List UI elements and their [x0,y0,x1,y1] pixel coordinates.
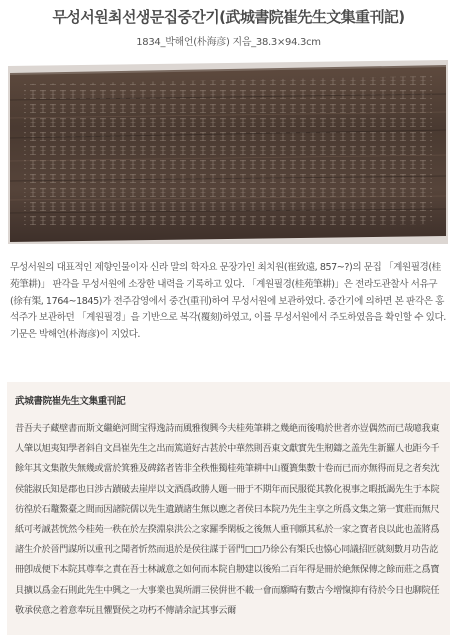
description-paragraph: 무성서원의 대표적인 제향인물이자 신라 말의 학자요 문장가인 최치원(崔致遠, 857~?)의 문집 「계원필경(桂苑筆耕)」 판각을 무성서원에 소장한 내력을 기록하고 있다. 「계원필경(桂苑筆耕)」은 전라도관찰사 서유구(徐有榘, 1764~1845)가 전주감영에서 중간(重刊)하여 무성서원에 보관하였다. 중간기에 의하면 본 판각은 홍석주가 보관하던 「계원필경」을 기반으로 복각(覆刻)하였고, 이를 무성서원에서 주도하였음을 확인할 수 있다. 기문은 박해언(朴海彦)이 지었다. [10,262,446,341]
engraved-wooden-plaque-image [8,60,448,244]
page-title: 무성서원최선생문집중간기(武城書院崔先生文集重刊記) [52,8,405,26]
original-text-body: 昔吾夫子藏壁書而斯文繼絶河間宝得逸詩而風雅復興今夫桂苑筆耕之幾絶而後鳴於世者亦豈偶然而已哉噫我東人肇以旭夷知學者斜自文昌崔先生之出而篤道好古甚於中華然則吾東文獻實先生剏鑄之盖先生新羅人也距今千餘年其文集散失無幾或當於箕雅及碑銘者皆非全秩惟獨桂苑筆耕中山覆簣集數十卷而已而亦無得而見之者矣沈侯能淑氏知是郡也日涉古蹟破去崖岸以文酒爲政勝人題一冊于不期年而民服從其教化視事之暇抵謁先生于本院彷徨於石鼇鰲臺之間而因諸院儒以先生遺蹟諸生無以應之者侯曰本院乃先生主享之所爲文集之第一實莊而無尺紙可考誠甚恍然今桂苑一秩在於左揆淵泉洪公之家羅季閑板之後無人重刊願其私於一家之寶者良以此也盖將爲諸生介於晉門謀所以重刊之聞者忻然而退於是侯往謀于晉門□□乃徐公有榘氏也恊心同議招匠就刻數月功告訖冊卽成便下本院其尊奉之責在吾士林誠意之如何而本院自刱建以後殆二百年得是冊於絶無保傳之餘而莊之爲寶貝擴以爲金石則此先生中興之一大事業也異所謂三侯倂世不載一會而願畸有數古今增愾抑有待於今日也聊院任敬承侯意之着意奉玩且懼賢侯之功朽不傳請余記其事云爾 [15,423,440,616]
original-text-panel [7,382,450,635]
artifact-caption: 1834_박해언(朴海彦) 지음_38.3×94.3cm [136,37,321,48]
original-text-title: 武城書院崔先生文集重刊記 [15,396,126,407]
